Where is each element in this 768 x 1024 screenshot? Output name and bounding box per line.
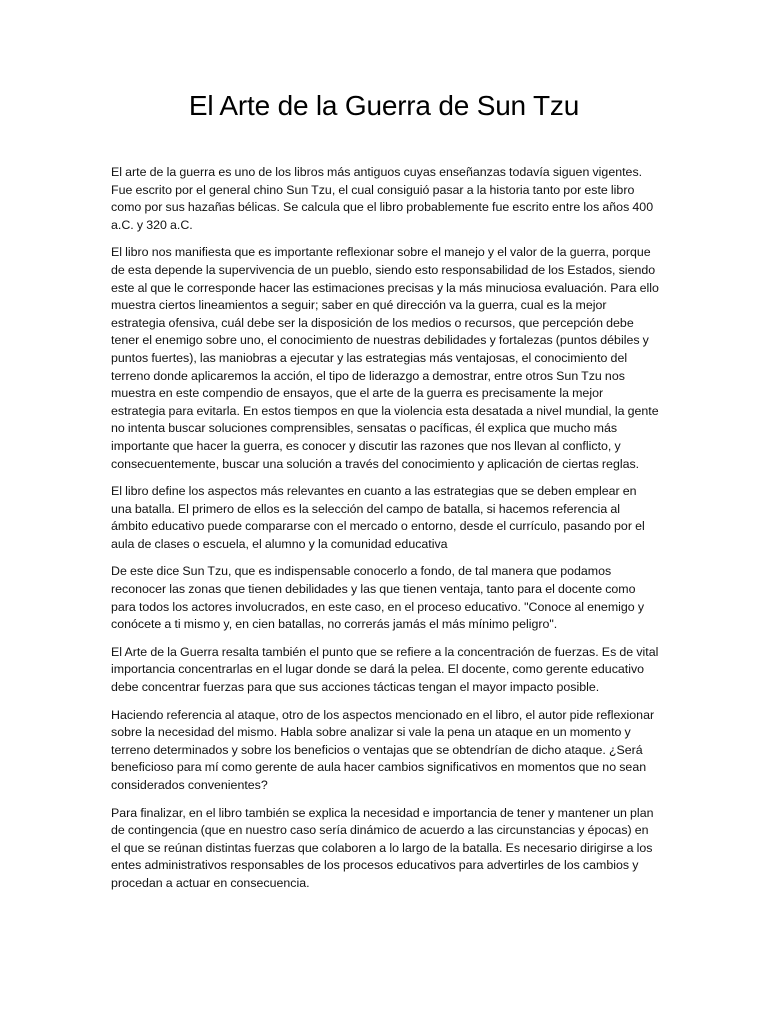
paragraph-2: El libro nos manifiesta que es importante reflexionar sobre el manejo y el valor de la guerra, porque de esta depende la supervivencia de un pueblo, siendo esto responsabilidad de los Estados, siendo este al que le corresponde hacer las estimaciones precisas y la más minuciosa evaluación. Para ello muestra ciertos lineamientos a seguir; saber en qué dirección va la guerra, cual es la mejor estrategia ofensiva, cuál debe ser la disposición de los medios o recursos, que percepción debe tener el enemigo sobre uno, el conocimiento de nuestras debilidades y fortalezas (puntos débiles y puntos fuertes), las maniobras a ejecutar y las estrategias más ventajosas, el conocimiento del terreno donde aplicaremos la acción, el tipo de liderazgo a demostrar, entre otros Sun Tzu nos muestra en este compendio de ensayos, que el arte de la guerra es precisamente la mejor estrategia para evitarla. En estos tiempos en que la violencia esta desatada a nivel mundial, la gente no intenta buscar soluciones comprensibles, sensatas o pacíficas, él explica que mucho más importante que hacer la guerra, es conocer y discutir las razones que nos llevan al conflicto, y consecuentemente, buscar una solución a través del conocimiento y aplicación de ciertas reglas.: [111, 245, 659, 471]
paragraph-7: Para finalizar, en el libro también se explica la necesidad e importancia de tener y mantener un plan de contingencia (que en nuestro caso sería dinámico de acuerdo a las circunstancias y épocas) en el que se reúnan distintas fuerzas que colaboren a lo largo de la batalla. Es necesario dirigirse a los entes administrativos responsables de los procesos educativos para advertirles de los cambios y procedan a actuar en consecuencia.: [111, 805, 654, 890]
document-body: [111, 164, 659, 903]
paragraph-1: El arte de la guerra es uno de los libros más antiguos cuyas enseñanzas todavía siguen vigentes. Fue escrito por el general chino Sun Tzu, el cual consiguió pasar a la historia tanto por este libro como por sus hazañas bélicas. Se calcula que el libro probablemente fue escrito entre los años 400 a.C. y 320 a.C.: [111, 165, 654, 232]
paragraph-5: El Arte de la Guerra resalta también el punto que se refiere a la concentración de fuerzas. Es de vital importancia concentrarlas en el lugar donde se dará la pelea. El docente, como gerente educativo debe concentrar fuerzas para que sus acciones tácticas tengan el mayor impacto posible.: [111, 644, 659, 695]
paragraph-4: De este dice Sun Tzu, que es indispensable conocerlo a fondo, de tal manera que podamos reconocer las zonas que tienen debilidades y las que tienen ventaja, tanto para el docente como para todos los actores involucrados, en este caso, en el proceso educativo. "Conoce al enemigo y conócete a ti mismo y, en cien batallas, no correrás jamás el más mínimo peligro".: [111, 564, 645, 632]
document-title: El Arte de la Guerra de Sun Tzu: [188, 90, 580, 121]
paragraph-3: El libro define los aspectos más relevantes en cuanto a las estrategias que se deben emplear en una batalla. El primero de ellos es la selección del campo de batalla, si hacemos referencia al ámbito educativo puede compararse con el mercado o entorno, desde el currículo, pasando por el aula de clases o escuela, el alumno y la comunidad educativa: [111, 484, 645, 551]
paragraph-6: Haciendo referencia al ataque, otro de los aspectos mencionado en el libro, el autor pide reflexionar sobre la necesidad del mismo. Habla sobre analizar si vale la pena un ataque en un momento y terreno determinados y sobre los beneficios o ventajas que se obtendrían de dicho ataque. ¿Será beneficioso para mí como gerente de aula hacer cambios significativos en momentos que no sean considerados convenientes?: [111, 707, 655, 792]
